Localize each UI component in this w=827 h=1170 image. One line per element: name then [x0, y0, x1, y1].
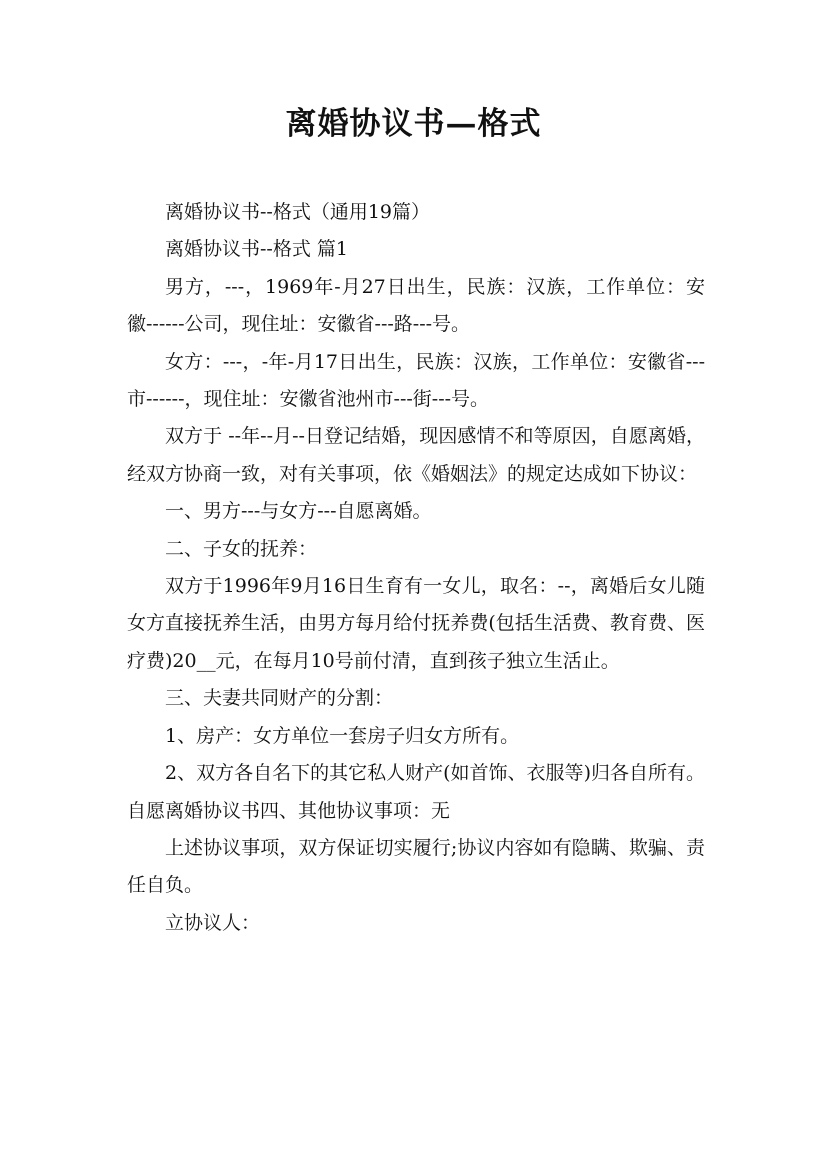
- paragraph-husband-info: 男方，---，1969年-月27日出生，民族：汉族，工作单位：安徽------公司，现住址：安徽省---路---号。: [127, 275, 705, 336]
- paragraph-clause-2-heading: 二、子女的抚养：: [165, 537, 318, 560]
- paragraph-wife-info: 女方：---，-年-月17日出生，民族：汉族，工作单位：安徽省---市------，现住址：安徽省池州市---街---号。: [127, 350, 705, 411]
- document-body: [127, 194, 705, 942]
- paragraph-subtitle: 离婚协议书--格式（通用19篇）: [165, 201, 431, 223]
- paragraph-property-house: 1、房产：女方单位一套房子归女方所有。: [165, 724, 520, 747]
- document-title: 离婚协议书—格式: [285, 106, 542, 142]
- paragraph-property-personal: 2、双方各自名下的其它私人财产(如首饰、衣服等)归各自所有。自愿离婚协议书四、其他协议事项：无: [127, 762, 705, 822]
- paragraph-section-heading: 离婚协议书--格式 篇1: [165, 238, 348, 261]
- paragraph-clause-3-heading: 三、夫妻共同财产的分割：: [165, 687, 394, 710]
- paragraph-agreement-intro: 双方于 --年--月--日登记结婚，现因感情不和等原因，自愿离婚，经双方协商一致，对有关事项，依《婚姻法》的规定达成如下协议：: [127, 425, 705, 485]
- paragraph-guarantee: 上述协议事项，双方保证切实履行;协议内容如有隐瞒、欺骗、责任自负。: [127, 836, 705, 897]
- paragraph-child-support: 双方于1996年9月16日生育有一女儿，取名：--，离婚后女儿随女方直接抚养生活，由男方每月给付抚养费(包括生活费、教育费、医疗费)20__元，在每月10号前付清，直到孩子独立生活止。: [127, 575, 705, 672]
- paragraph-signatories: 立协议人：: [165, 911, 261, 934]
- paragraph-clause-1: 一、男方---与女方---自愿离婚。: [165, 500, 432, 523]
